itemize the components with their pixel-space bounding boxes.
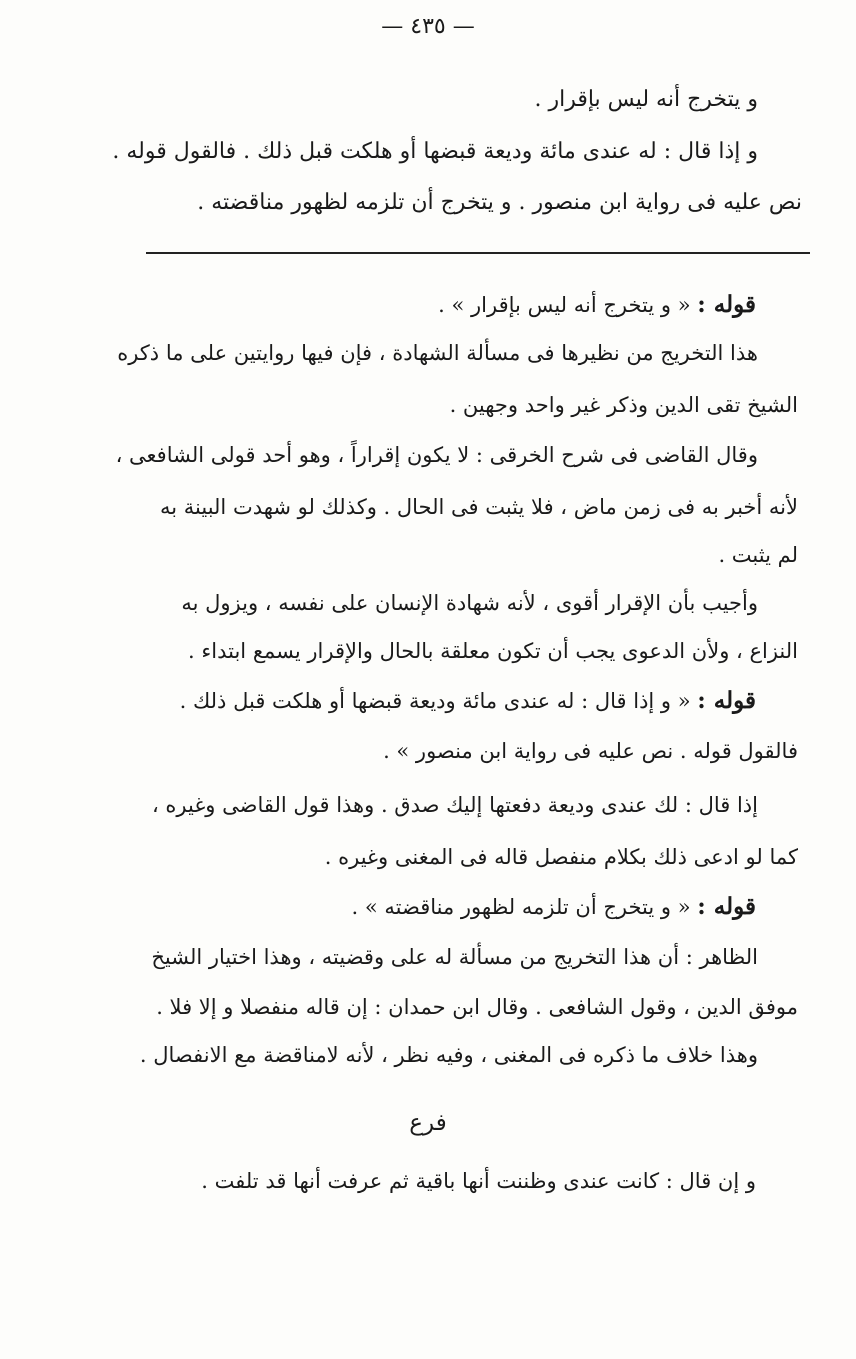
qawluh-label: قوله : [697, 291, 756, 318]
commentary-heading-line [352, 892, 756, 922]
quoted-text: « و يتخرج أنه ليس بإقرار » . [438, 293, 691, 317]
commentary-line: إذا قال : لك عندى وديعة دفعتها إليك صدق . وهذا قول القاضى وغيره ، [151, 793, 758, 817]
commentary-heading-line [438, 290, 756, 320]
commentary-line: موفق الدين ، وقول الشافعى . وقال ابن حمدان : إن قاله منفصلا و إلا فلا . [156, 995, 798, 1019]
final-line: و إن قال : كانت عندى وظننت أنها باقية ثم عرفت أنها قد تلفت . [201, 1169, 756, 1193]
quoted-text: « و يتخرج أن تلزمه لظهور مناقضته » . [351, 895, 691, 919]
commentary-line: كما لو ادعى ذلك بكلام منفصل قاله فى المغنى وغيره . [324, 845, 798, 869]
commentary-line: هذا التخريج من نظيرها فى مسألة الشهادة ، فإن فيها روايتين على ما ذكره [117, 341, 758, 365]
commentary-line: لم يثبت . [718, 543, 798, 567]
page-number: — ٤٣٥ — [381, 14, 475, 39]
commentary-line: وهذا خلاف ما ذكره فى المغنى ، وفيه نظر ، لأنه لامناقضة مع الانفصال . [139, 1043, 758, 1067]
commentary-line: النزاع ، ولأن الدعوى يجب أن تكون معلقة بالحال والإقرار يسمع ابتداء . [188, 639, 798, 663]
main-text-line: نص عليه فى رواية ابن منصور . و يتخرج أن تلزمه لظهور مناقضته . [197, 190, 802, 215]
section-heading: فرع [409, 1110, 447, 1136]
main-text-line: و يتخرج أنه ليس بإقرار . [534, 87, 758, 112]
main-text-line: و إذا قال : له عندى مائة وديعة قبضها أو هلكت قبل ذلك . فالقول قوله . [112, 139, 758, 164]
commentary-line: فالقول قوله . نص عليه فى رواية ابن منصور » . [383, 739, 798, 763]
commentary-line: الظاهر : أن هذا التخريج من مسألة له على وقضيته ، وهذا اختيار الشيخ [151, 945, 758, 969]
section-divider [146, 252, 810, 254]
quoted-text: « و إذا قال : له عندى مائة وديعة قبضها أو هلكت قبل ذلك . [179, 689, 691, 713]
qawluh-label: قوله : [697, 893, 756, 920]
commentary-line: الشيخ تقى الدين وذكر غير واحد وجهين . [449, 393, 798, 417]
commentary-line: وقال القاضى فى شرح الخرقى : لا يكون إقراراً ، وهو أحد قولى الشافعى ، [115, 443, 758, 467]
commentary-heading-line [180, 686, 756, 716]
commentary-line: وأجيب بأن الإقرار أقوى ، لأنه شهادة الإنسان على نفسه ، ويزول به [181, 591, 758, 615]
commentary-line: لأنه أخبر به فى زمن ماض ، فلا يثبت فى الحال . وكذلك لو شهدت البينة به [159, 495, 798, 519]
qawluh-label: قوله : [697, 687, 756, 714]
